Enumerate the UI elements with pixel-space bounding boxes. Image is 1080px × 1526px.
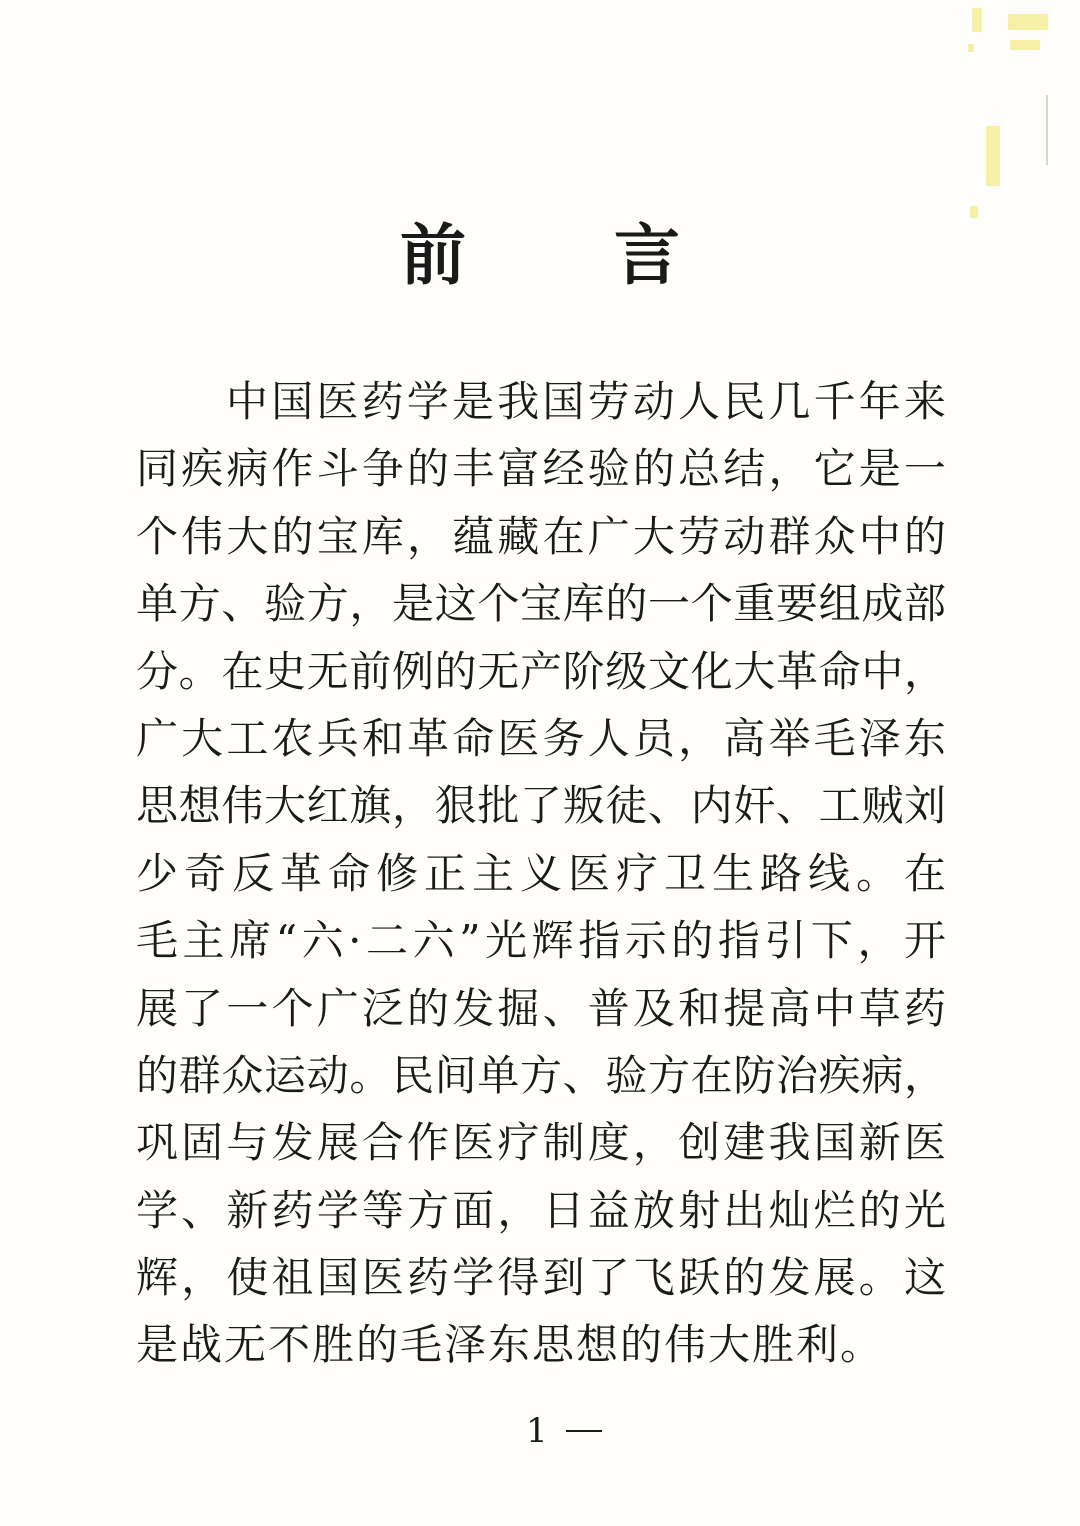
paragraph-line: 个伟大的宝库，蕴藏在广大劳动群众中的 (136, 511, 946, 561)
scan-artifact-mark (1008, 14, 1048, 30)
scan-artifact-mark (968, 44, 974, 52)
paragraph-line: 学、新药学等方面，日益放射出灿烂的光 (136, 1185, 946, 1235)
paragraph-line: 展了一个广泛的发掘、普及和提高中草药 (136, 983, 946, 1033)
preface-paragraph (136, 368, 946, 1379)
paragraph-line: 是战无不胜的毛泽东思想的伟大胜利。 (136, 1320, 885, 1370)
page-title (0, 210, 1080, 300)
paragraph-line: 巩固与发展合作医疗制度，创建我国新医 (136, 1118, 946, 1168)
page-number-footer (526, 1406, 602, 1456)
scan-artifact-mark (986, 126, 1000, 186)
paragraph-line: 分。在史无前例的无产阶级文化大革命中， (136, 646, 946, 696)
scan-edge-line (1046, 95, 1048, 165)
paragraph-line: 辉，使祖国医药学得到了飞跃的发展。这 (136, 1253, 946, 1303)
paragraph-line: 中国医药学是我国劳动人民几千年来 (226, 377, 946, 426)
title-char: 言 (614, 216, 680, 294)
page-number-dash (566, 1430, 602, 1432)
paragraph-line: 毛主席“六·二六”光辉指示的指引下，开 (136, 916, 946, 966)
paragraph-line: 单方、验方，是这个宝库的一个重要组成部 (136, 579, 946, 629)
scan-artifact-mark (1010, 40, 1040, 50)
page-number: 1 (526, 1411, 548, 1451)
paragraph-line: 同疾病作斗争的丰富经验的总结，它是一 (136, 444, 946, 494)
paragraph-line: 思想伟大红旗，狠批了叛徒、内奸、工贼刘 (136, 781, 946, 831)
scan-artifact-mark (972, 8, 982, 32)
paragraph-line: 的群众运动。民间单方、验方在防治疾病， (136, 1050, 946, 1100)
paragraph-line: 少奇反革命修正主义医疗卫生路线。在 (136, 848, 946, 898)
title-char: 前 (400, 216, 466, 294)
paragraph-line: 广大工农兵和革命医务人员，高举毛泽东 (136, 713, 946, 763)
